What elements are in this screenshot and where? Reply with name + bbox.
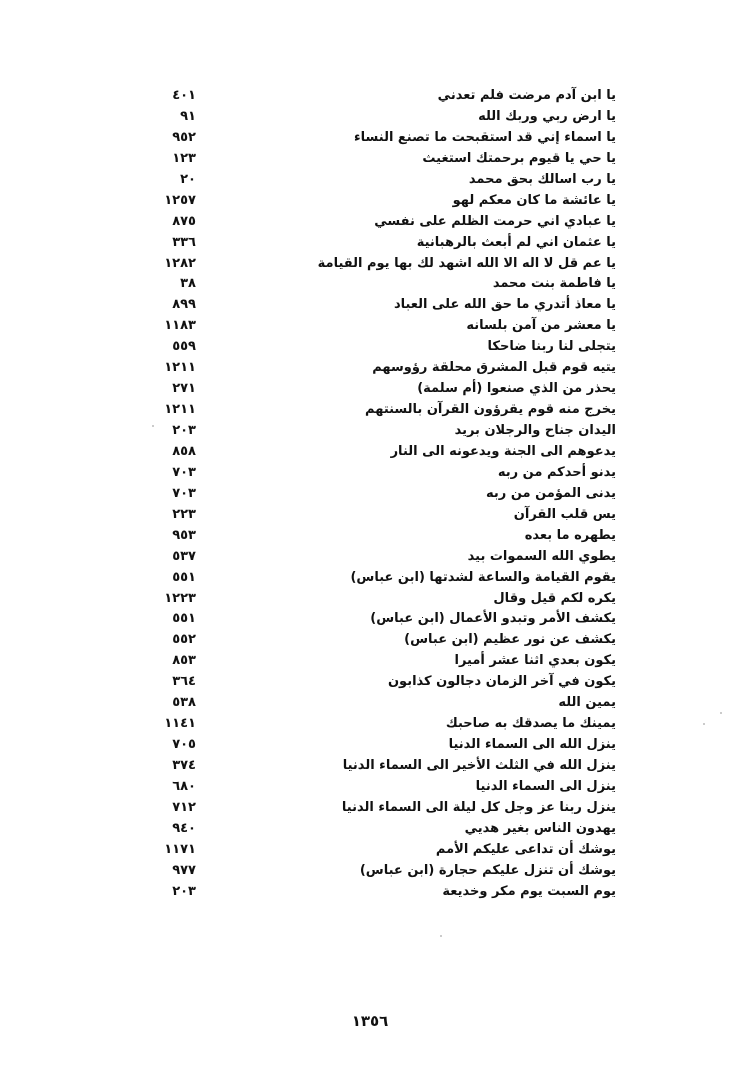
index-entry <box>150 735 616 756</box>
scan-speck <box>720 712 722 714</box>
entry-text: يوم السبت يوم مكر وخديعة <box>442 883 616 899</box>
entry-page-number: ٥٣٨ <box>172 695 196 711</box>
index-entry <box>150 107 616 128</box>
entry-text: يا معاذ أتدري ما حق الله على العباد <box>393 297 616 313</box>
index-entry <box>150 295 616 316</box>
entry-text: يا عم قل لا اله الا الله اشهد لك بها يوم القيامة <box>317 255 616 271</box>
entry-page-number: ٨٧٥ <box>172 213 196 229</box>
entry-page-number: ٨٥٣ <box>172 653 196 669</box>
index-entry <box>150 128 616 149</box>
entry-page-number: ٩٥٣ <box>172 527 196 543</box>
entry-text: يا عثمان اني لم أبعث بالرهبانية <box>416 234 616 250</box>
entry-page-number: ٢٠٣ <box>172 423 196 438</box>
index-entry <box>150 86 616 107</box>
index-entry <box>150 609 616 630</box>
entry-text: يدنو أحدكم من ربه <box>497 464 616 480</box>
entry-page-number: ٥٥٩ <box>172 339 196 355</box>
entry-page-number: ٤٠١ <box>172 88 196 103</box>
entry-page-number: ٩٤٠ <box>172 820 196 836</box>
entry-page-number: ٣٣٦ <box>172 234 196 250</box>
page-number: ١٣٥٦ <box>351 1012 389 1030</box>
entry-page-number: ١٢٥٧ <box>164 192 196 208</box>
entry-text: يقوم القيامة والساعة لشدتها (ابن عباس) <box>350 569 616 585</box>
entry-page-number: ١٢١١ <box>164 402 196 418</box>
entry-text: يدنى المؤمن من ربه <box>486 485 616 501</box>
entry-page-number: ٢٢٣ <box>172 506 196 522</box>
index-entry <box>150 337 616 358</box>
entry-page-number: ١١٧١ <box>164 841 196 857</box>
entry-text: يكشف الأمر وتبدو الأعمال (ابن عباس) <box>370 611 616 627</box>
entry-text: يكشف عن نور عظيم (ابن عباس) <box>404 632 616 648</box>
index-entry <box>150 274 616 295</box>
entry-text: يهدون الناس بغير هديي <box>464 820 616 836</box>
index-entry <box>150 463 616 484</box>
entry-text: يخرج منه قوم يقرؤون القرآن بالسنتهم <box>365 402 616 418</box>
entry-text: يمين الله <box>558 695 616 711</box>
index-entry <box>150 421 616 442</box>
entry-text: يتجلى لنا ربنا ضاحكا <box>487 339 616 355</box>
entry-page-number: ٧٠٣ <box>172 485 196 501</box>
entry-page-number: ١٢٨٢ <box>164 255 196 271</box>
entry-text: يحذر من الذي صنعوا (أم سلمة) <box>417 381 616 397</box>
index-entry <box>150 589 616 610</box>
entry-page-number: ٢٠٣ <box>172 883 196 899</box>
entry-page-number: ٩١ <box>180 108 196 124</box>
entry-page-number: ١٢١١ <box>164 360 196 376</box>
entry-text: يكون في آخر الزمان دجالون كذابون <box>387 674 616 690</box>
index-entry <box>150 882 616 903</box>
index-entry <box>150 861 616 882</box>
entry-page-number: ٧١٢ <box>172 799 196 815</box>
entry-text: يتيه قوم قبل المشرق محلقة رؤوسهم <box>372 360 616 376</box>
entry-text: ينزل الى السماء الدنيا <box>475 778 616 794</box>
index-entry <box>150 505 616 526</box>
index-entry <box>150 651 616 672</box>
entry-text: اليدان جناح والرجلان بريد <box>454 423 616 438</box>
index-entry <box>150 568 616 589</box>
scan-speck <box>703 723 705 725</box>
entry-page-number: ١٢٢٣ <box>164 590 196 606</box>
entry-page-number: ٢٧١ <box>172 381 196 397</box>
entry-text: يطهره ما بعده <box>524 527 616 543</box>
index-entry <box>150 442 616 463</box>
index-entry <box>150 170 616 191</box>
entry-text: يا عائشة ما كان معكم لهو <box>452 192 616 208</box>
entry-text: يمينك ما يصدقك به صاحبك <box>445 716 616 732</box>
entry-text: يا عبادي اني حرمت الظلم على نفسي <box>374 213 616 229</box>
entry-text: يا حي يا قيوم برحمتك استغيث <box>422 150 616 166</box>
entry-text: يا ابن آدم مرضت فلم تعدني <box>437 88 616 103</box>
entry-page-number: ٧٠٥ <box>172 737 196 753</box>
index-entry <box>150 630 616 651</box>
index-entry <box>150 191 616 212</box>
entry-page-number: ٢٠ <box>180 171 196 187</box>
entry-text: ينزل الله الى السماء الدنيا <box>448 737 616 753</box>
entry-text: ينزل ربنا عز وجل كل ليلة الى السماء الدنيا <box>341 799 616 815</box>
index-entry <box>150 777 616 798</box>
entry-page-number: ٥٥١ <box>172 611 196 627</box>
entry-page-number: ١١٤١ <box>164 716 196 732</box>
entry-text: يا فاطمة بنت محمد <box>492 276 616 292</box>
index-entry <box>150 358 616 379</box>
entry-text: يس قلب القرآن <box>513 506 616 522</box>
entry-page-number: ٧٠٣ <box>172 464 196 480</box>
entry-text: يوشك أن تداعى عليكم الأمم <box>435 841 616 857</box>
entry-text: ينزل الله في الثلث الأخير الى السماء الدنيا <box>342 758 616 773</box>
index-entry <box>150 798 616 819</box>
index-entry <box>150 316 616 337</box>
index-entry <box>150 526 616 547</box>
entry-page-number: ١٢٣ <box>172 150 196 166</box>
index-entry <box>150 693 616 714</box>
index-entry <box>150 149 616 170</box>
entry-text: يدعوهم الى الجنة ويدعونه الى النار <box>390 443 616 459</box>
entry-page-number: ٥٥٢ <box>172 632 196 648</box>
index-entry <box>150 756 616 777</box>
entry-text: يطوي الله السموات بيد <box>467 548 616 564</box>
entry-text: يا اسماء إني قد استقبحت ما تصنع النساء <box>354 129 616 145</box>
entry-text: يا رب اسالك بحق محمد <box>468 171 616 187</box>
index-entry <box>150 212 616 233</box>
entry-page-number: ٣٨ <box>180 276 196 292</box>
entry-page-number: ٨٥٨ <box>172 443 196 459</box>
entry-page-number: ٨٩٩ <box>172 297 196 313</box>
entry-text: يكره لكم قيل وقال <box>493 590 616 606</box>
scan-speck <box>152 425 154 427</box>
entry-page-number: ٦٨٠ <box>172 778 196 794</box>
entry-page-number: ٣٧٤ <box>172 758 196 773</box>
index-entry <box>150 819 616 840</box>
index-entry <box>150 714 616 735</box>
entry-page-number: ٣٦٤ <box>172 674 196 690</box>
index-entry <box>150 254 616 275</box>
entry-text: يوشك أن تنزل عليكم حجارة (ابن عباس) <box>359 862 616 878</box>
entry-text: يا ارض ربي وربك الله <box>478 108 616 124</box>
index-entry <box>150 672 616 693</box>
hadith-index-list <box>150 86 616 903</box>
entry-page-number: ٩٥٢ <box>172 129 196 145</box>
index-entry <box>150 400 616 421</box>
scan-speck <box>440 935 442 937</box>
index-entry <box>150 379 616 400</box>
index-entry <box>150 840 616 861</box>
entry-page-number: ٥٣٧ <box>172 548 196 564</box>
entry-text: يا معشر من آمن بلسانه <box>466 318 616 334</box>
index-entry <box>150 547 616 568</box>
entry-page-number: ٥٥١ <box>172 569 196 585</box>
entry-page-number: ٩٧٧ <box>172 862 196 878</box>
entry-text: يكون بعدي اثنا عشر أميرا <box>454 653 616 669</box>
entry-page-number: ١١٨٣ <box>164 318 196 334</box>
index-entry <box>150 484 616 505</box>
index-entry <box>150 233 616 254</box>
